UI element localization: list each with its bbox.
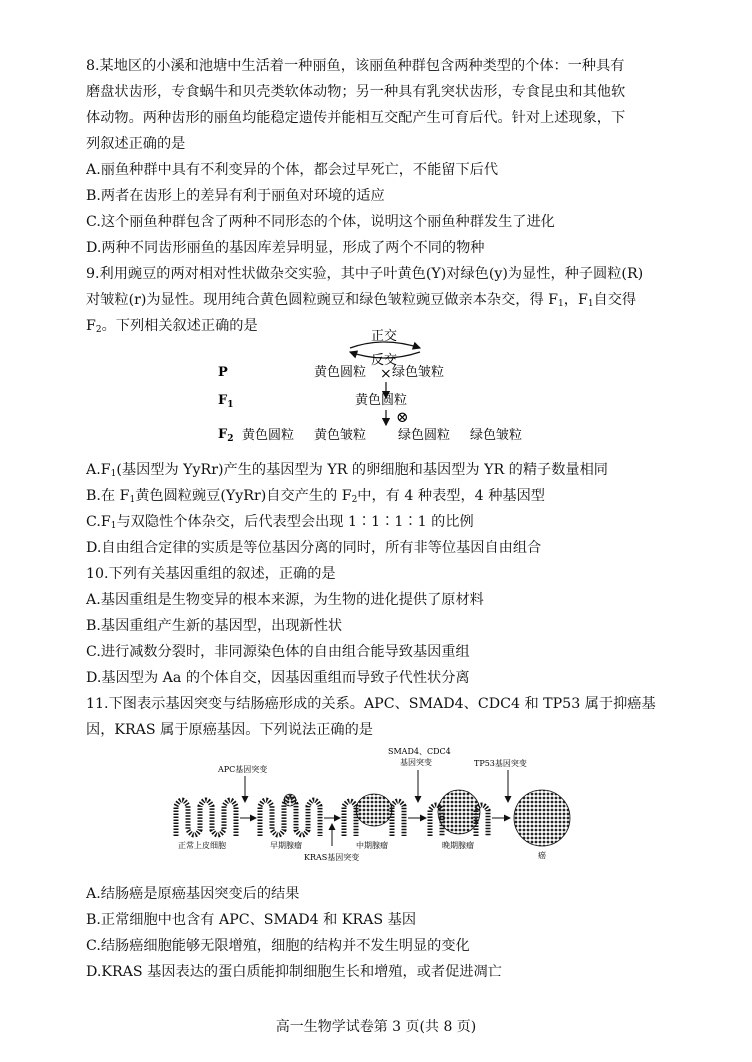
- stage-label-normal: 正常上皮细胞: [178, 841, 226, 850]
- f2-green-wrinkled: 绿色皱粒: [470, 428, 523, 443]
- cross-symbol: ×: [380, 366, 392, 382]
- f2-yellow-wrinkled: 黄色皱粒: [314, 428, 367, 443]
- parent-green-wrinkled: 绿色皱粒: [392, 365, 445, 380]
- stage-label-intermediate: 中期腺瘤: [356, 841, 388, 850]
- q9-option-a: $A.F_1$(基因型为 YyRr)产生的基因型为 YR 的卵细胞和基因型为 YR 的精子数量相同: [86, 462, 608, 479]
- late-adenoma-cells: [430, 790, 488, 836]
- q10-option-a: A.基因重组是生物变异的根本来源，为生物的进化提供了原材料: [86, 592, 484, 608]
- q11-option-d: D.KRAS 基因表达的蛋白质能抑制细胞生长和增殖，或者促进凋亡: [86, 964, 502, 980]
- q10-stem: 10.下列有关基因重组的叙述，正确的是: [86, 566, 336, 582]
- q11-stem-line-1: 11.下图表示基因突变与结肠癌形成的关系。APC、SMAD4、CDC4 和 TP53 属于抑癌基: [86, 696, 656, 712]
- apc-mutation-label: APC基因突变: [218, 765, 268, 774]
- tp53-mutation-label: TP53基因突变: [474, 759, 527, 768]
- stage-label-late: 晚期腺瘤: [442, 841, 474, 850]
- smad4-cdc4-label-line2: 基因突变: [400, 758, 432, 767]
- selfing-symbol: ⊗: [396, 408, 409, 426]
- generation-f1-label: $F_1$: [218, 393, 234, 410]
- q9-stem-line-3: $F_2$。下列相关叙述正确的是: [86, 318, 258, 335]
- q8-stem-line-1: 8.某地区的小溪和池塘中生活着一种丽鱼，该丽鱼种群包含两种类型的个体：一种具有: [86, 58, 625, 74]
- normal-epithelium-cells: [176, 800, 236, 836]
- kras-mutation-label: KRAS基因突变: [304, 853, 360, 862]
- carcinoma-cells: [514, 790, 570, 846]
- q10-option-c: C.进行减数分裂时，非同源染色体的自由组合能导致基因重组: [86, 644, 470, 660]
- q8-option-c: C.这个丽鱼种群包含了两种不同形态的个体，说明这个丽鱼种群发生了进化: [86, 214, 555, 230]
- q11-stem-line-2: 因，KRAS 属于原癌基因。下列说法正确的是: [86, 722, 373, 738]
- stage-label-cancer: 癌: [538, 851, 546, 860]
- q9-stem-line-2: 对皱粒(r)为显性。现用纯合黄色圆粒豌豆和绿色皱粒豌豆做亲本杂交，得 $F_1$，$F_1$自交得: [86, 292, 637, 309]
- cross-diagram: [200, 322, 560, 452]
- early-adenoma-cells: [260, 794, 320, 836]
- q10-option-d: D.基因型为 Aa 的个体自交，因基因重组而导致子代性状分离: [86, 670, 470, 686]
- generation-f2-label: $F_2$: [218, 427, 234, 444]
- f1-yellow-round: 黄色圆粒: [355, 393, 408, 408]
- smad4-cdc4-label: SMAD4、CDC4: [388, 747, 451, 756]
- generation-p-label: P: [218, 365, 228, 380]
- f2-green-round: 绿色圆粒: [398, 428, 451, 443]
- f2-yellow-round: 黄色圆粒: [242, 428, 295, 443]
- colon-cancer-figure: [170, 740, 580, 870]
- q8-option-b: B.两者在齿形上的差异有利于丽鱼对环境的适应: [86, 188, 385, 204]
- page-footer: 高一生物学试卷第 3 页(共 8 页): [275, 1019, 477, 1035]
- q8-option-a: A.丽鱼种群中具有不利变异的个体，都会过早死亡，不能留下后代: [86, 162, 499, 178]
- q8-option-d: D.两种不同齿形丽鱼的基因库差异明显，形成了两个不同的物种: [86, 240, 485, 256]
- q9-option-b: B.在 $F_1$黄色圆粒豌豆(YyRr)自交产生的 $F_2$中，有 4 种表型，4 种基因型: [86, 488, 545, 505]
- q8-stem-line-4: 列叙述正确的是: [86, 136, 186, 152]
- q9-stem-line-1: 9.利用豌豆的两对相对性状做杂交实验，其中子叶黄色(Y)对绿色(y)为显性，种子圆粒(R): [86, 266, 644, 282]
- intermediate-adenoma-cells: [344, 794, 404, 836]
- q11-option-c: C.结肠癌细胞能够无限增殖，细胞的结构并不发生明显的变化: [86, 938, 470, 954]
- reverse-cross-label: 反交: [370, 353, 398, 368]
- q8-stem-line-3: 体动物。两种齿形的丽鱼均能稳定遗传并能相互交配产生可育后代。针对上述现象，下: [86, 110, 626, 126]
- forward-cross-label: 正交: [370, 329, 398, 344]
- q8-stem-line-2: 磨盘状齿形，专食蜗牛和贝壳类软体动物；另一种具有乳突状齿形，专食昆虫和其他软: [86, 84, 626, 100]
- q10-option-b: B.基因重组产生新的基因型，出现新性状: [86, 618, 343, 634]
- parent-yellow-round: 黄色圆粒: [314, 365, 367, 380]
- stage-label-early: 早期腺瘤: [270, 841, 302, 850]
- q11-option-a: A.结肠癌是原癌基因突变后的结果: [86, 886, 300, 902]
- q9-option-c: $C.F_1$与双隐性个体杂交，后代表型会出现 1∶1∶1∶1 的比例: [86, 514, 474, 531]
- q11-option-b: B.正常细胞中也含有 APC、SMAD4 和 KRAS 基因: [86, 912, 417, 928]
- q9-option-d: D.自由组合定律的实质是等位基因分离的同时，所有非等位基因自由组合: [86, 540, 542, 556]
